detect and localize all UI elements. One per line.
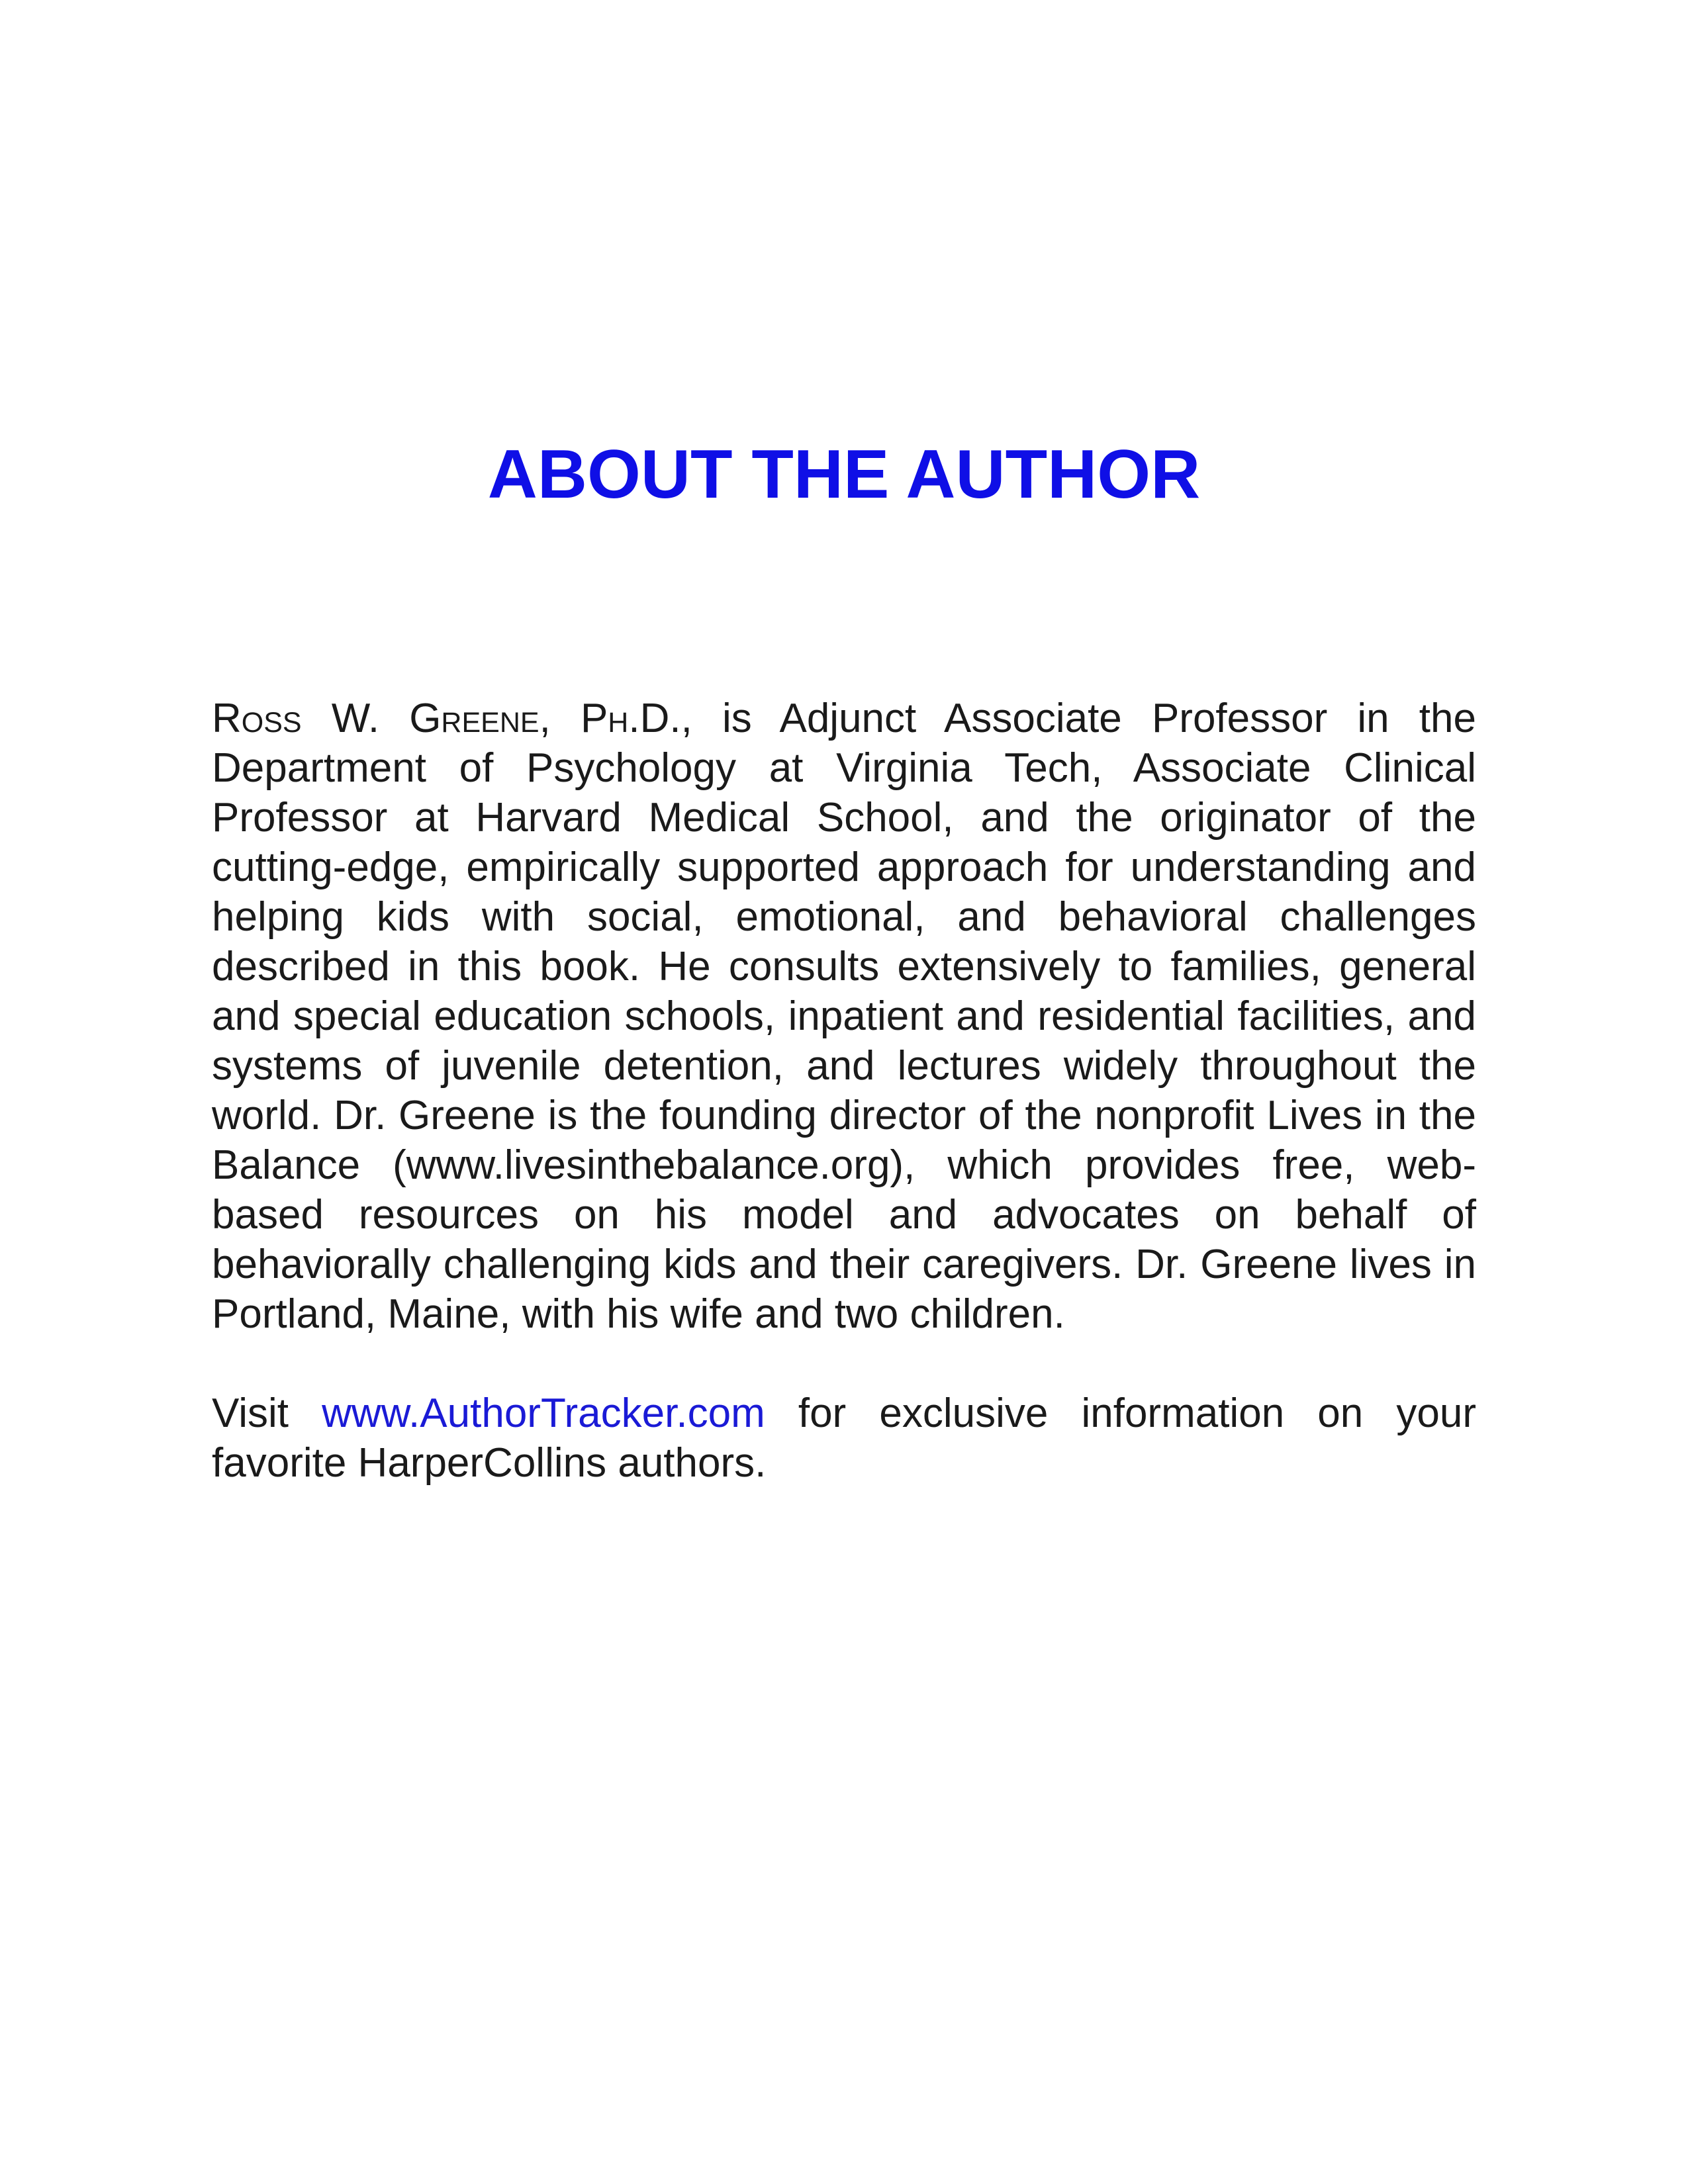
visit-suffix: for exclusive information on your favorite HarperCollins authors.: [212, 1390, 1477, 1486]
author-bio-text: , is Adjunct Associate Professor in the Department of Psychology at Virginia Tech, Associate Clinical Professor at Harvard Medical School, and the originator of the cutting-edge, empirically supported approach for understanding and helping kids with social, emotional, and behavioral challenges described in this book. He consults extensively to families, general and special education schools, inpatient and residential facilities, and systems of juvenile detention, and lectures widely throughout the world. Dr. Greene is the founding director of the nonprofit Lives in the Balance (www.livesinthebalance.org), which provides free, web-based resources on his model and advocates on behalf of behaviorally challenging kids and their caregivers. Dr. Greene lives in Portland, Maine, with his wife and two children.: [212, 696, 1476, 1337]
authortracker-link[interactable]: www.AuthorTracker.com: [322, 1390, 765, 1436]
author-name: Ross W. Greene: [212, 696, 539, 741]
about-author-content: [212, 694, 1476, 1488]
author-credential: Ph.D.: [580, 696, 681, 741]
author-bio-paragraph: [212, 694, 1476, 1339]
visit-paragraph: [212, 1388, 1476, 1488]
page-title: ABOUT THE AUTHOR: [487, 436, 1201, 513]
visit-prefix: Visit: [212, 1390, 322, 1436]
author-name-separator: ,: [539, 696, 581, 741]
